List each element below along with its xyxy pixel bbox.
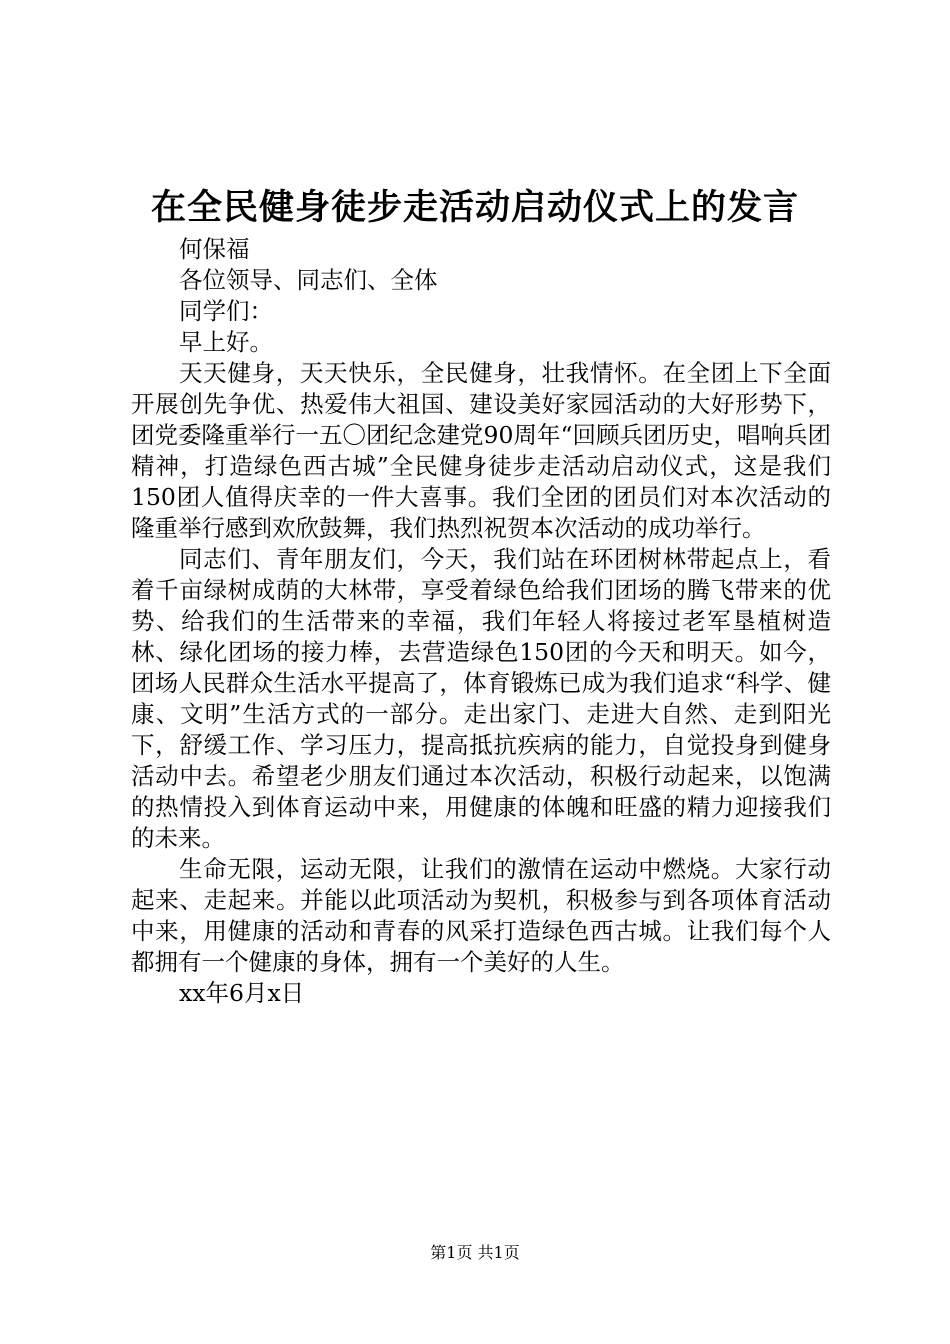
paragraph-1: 天天健身，天天快乐，全民健身，壮我情怀。在全团上下全面开展创先争优、热爱伟大祖国、建设美好家园活动的大好形势下，团党委隆重举行一五〇团纪念建党90周年“回顾兵团历史，唱响兵团精神，打造绿色西古城”全民健身徒步走活动启动仪式，这是我们150团人值得庆幸的一件大喜事。我们全团的团员们对本次活动的隆重举行感到欢欣鼓舞，我们热烈祝贺本次活动的成功举行。 [131,359,831,542]
author-line: 何保福 [179,235,250,263]
greeting-line: 早上好。 [179,328,273,356]
date-line: xx年6月x日 [179,979,305,1007]
salutation-line-1: 各位领导、同志们、全体 [179,266,438,294]
page-footer: 第1页 共1页 [430,1243,520,1262]
document-body [131,234,831,1009]
document-title: 在全民健身徒步走活动启动仪式上的发言 [150,187,799,228]
salutation-line-2: 同学们： [179,297,273,325]
paragraph-3: 生命无限，运动无限，让我们的激情在运动中燃烧。大家行动起来、走起来。并能以此项活动为契机，积极参与到各项体育活动中来，用健康的活动和青春的风采打造绿色西古城。让我们每个人都拥有一个健康的身体，拥有一个美好的人生。 [131,855,831,976]
paragraph-2: 同志们、青年朋友们，今天，我们站在环团树林带起点上，看着千亩绿树成荫的大林带，享受着绿色给我们团场的腾飞带来的优势、给我们的生活带来的幸福，我们年轻人将接过老军垦植树造林、绿化团场的接力棒，去营造绿色150团的今天和明天。如今，团场人民群众生活水平提高了，体育锻炼已成为我们追求“科学、健康、文明”生活方式的一部分。走出家门、走进大自然、走到阳光下，舒缓工作、学习压力，提高抵抗疾病的能力，自觉投身到健身活动中去。希望老少朋友们通过本次活动，积极行动起来，以饱满的热情投入到体育运动中来，用健康的体魄和旺盛的精力迎接我们的未来。 [131,545,831,852]
